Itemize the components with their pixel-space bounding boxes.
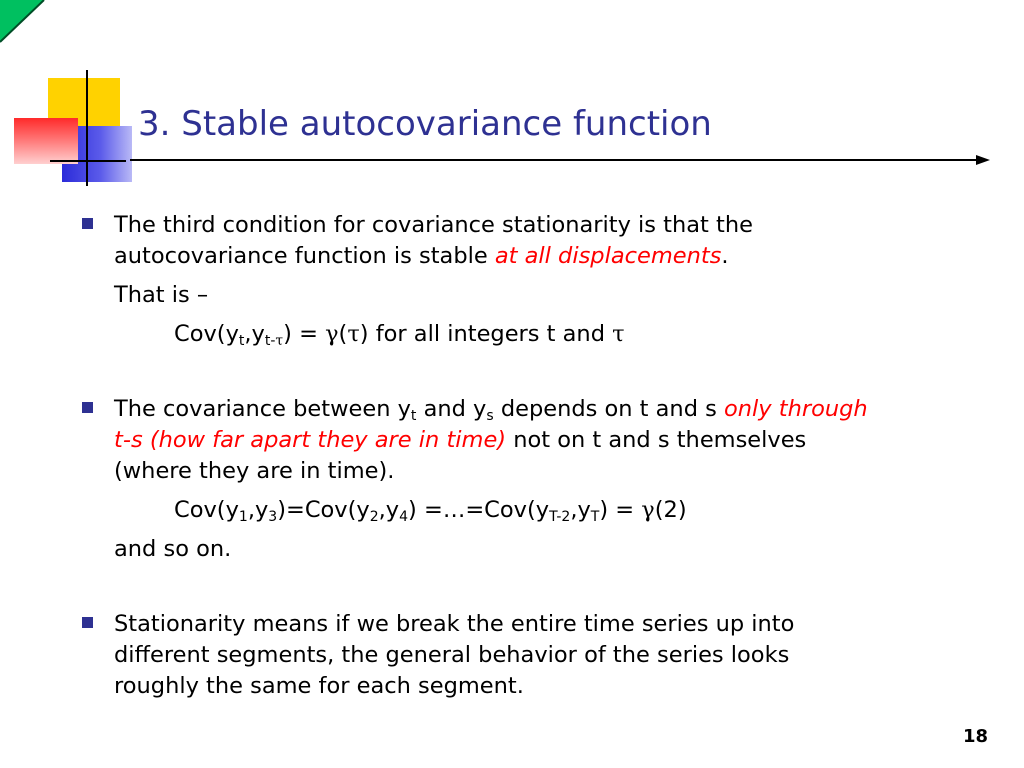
square-bullet-icon <box>82 402 93 413</box>
slide-title: 3. Stable autocovariance function <box>138 104 712 144</box>
bullet-text-line: roughly the same for each segment. <box>114 673 524 699</box>
red-square-decoration <box>14 118 78 164</box>
that-is-text: That is – <box>114 282 209 308</box>
emphasis-text: at all displacements <box>494 243 722 269</box>
bullet-text-line: The third condition for covariance stationarity is that the <box>114 212 753 238</box>
square-bullet-icon <box>82 218 93 229</box>
bullet-text-line: Stationarity means if we break the entire time series up into <box>114 611 795 637</box>
corner-triangle-decoration <box>0 0 46 46</box>
emphasis-text: only through <box>724 396 868 422</box>
page-number: 18 <box>962 726 988 747</box>
bullet-text-line: (where they are in time). <box>114 458 395 484</box>
bullet-text-line: autocovariance function is stable at all displacements. <box>114 243 729 269</box>
title-underline-rule <box>130 159 978 161</box>
bullet-stable-condition <box>80 210 980 272</box>
arrow-right-icon <box>976 155 990 165</box>
square-bullet-icon <box>82 617 93 628</box>
horizontal-line-decoration <box>50 160 126 162</box>
vertical-line-decoration <box>86 70 88 186</box>
bullet-text-line: The covariance between $y_t$ and $y_s$ depends on t and s only through <box>114 396 868 424</box>
bullet-stationarity-meaning <box>80 609 980 702</box>
slide-content <box>80 210 980 702</box>
autocovariance-formula: $Cov(y_t,y_{t-\tau}) = \gamma(\tau)$ for all integers t and τ <box>174 321 625 349</box>
covariance-example-formula: $Cov(y_1,y_3)=Cov(y_2,y_4)$ $=\dots=Cov(y_{T-2},y_T) = \gamma(2)$ <box>174 497 687 525</box>
bullet-text-line: different segments, the general behavior of the series looks <box>114 642 790 668</box>
emphasis-text: t-s (how far apart they are in time) <box>114 427 507 453</box>
bullet-text-line: t-s (how far apart they are in time) not on t and s themselves <box>114 427 807 453</box>
bullet-covariance-dependence <box>80 394 980 487</box>
and-so-on-text: and so on. <box>114 536 232 562</box>
